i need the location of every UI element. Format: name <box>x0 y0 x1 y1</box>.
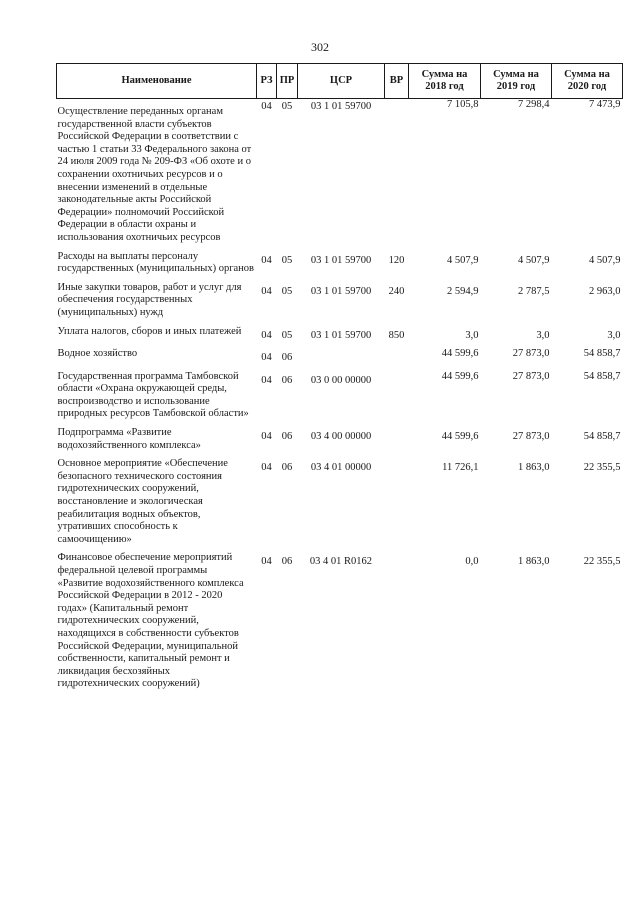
row-csr <box>298 348 385 371</box>
row-sum-2018: 44 599,6 <box>441 348 479 360</box>
row-sum-2019: 1 863,0 <box>518 556 550 568</box>
row-name: Уплата налогов, сборов и иных платежей <box>57 325 242 337</box>
row-csr: 03 1 01 59700 <box>310 285 372 297</box>
row-sum-2020: 22 355,5 <box>583 462 621 474</box>
row-vr <box>385 552 409 697</box>
row-name: Осуществление переданных органам государственной власти субъектов Российской Федерации в соответствии с частью 1 статьи 33 Федерального закона от 24 июля 2009 года № 209-ФЗ «Об охоте и о сохранении охотничьих ресурсов и о внесении изменений в отдельные законодательные акты Российской Федерации» полномочий Российской Федерации в области охраны и использования охотничьих ресурсов <box>57 106 252 243</box>
header-name: Наименование <box>57 64 257 99</box>
table-row <box>57 427 623 458</box>
page-number: 302 <box>311 40 329 54</box>
row-pr: 05 <box>281 254 293 266</box>
row-sum-2019: 27 873,0 <box>512 348 550 360</box>
row-csr: 03 1 01 59700 <box>310 101 372 112</box>
header-sum-2018: Сумма на 2018 год <box>409 64 481 99</box>
row-pr: 06 <box>281 352 293 364</box>
row-sum-2018: 4 507,9 <box>447 254 479 266</box>
row-csr: 03 4 01 00000 <box>310 462 372 474</box>
table-row <box>57 458 623 552</box>
row-vr <box>385 371 409 427</box>
row-rz: 04 <box>261 556 272 568</box>
row-csr: 03 4 01 R0162 <box>309 556 373 568</box>
row-sum-2018: 2 594,9 <box>447 285 479 297</box>
row-sum-2020: 3,0 <box>607 329 621 341</box>
row-rz: 04 <box>261 254 272 266</box>
row-pr: 05 <box>281 285 293 297</box>
row-sum-2020: 54 858,7 <box>583 348 621 360</box>
row-pr: 06 <box>281 462 293 474</box>
header-pr: ПР <box>277 64 298 99</box>
row-name: Финансовое обеспечение мероприятий федеральной целевой программы «Развитие водохозяйственного комплекса Российской Федерации в 2012 - 2020 годах» (Капитальный ремонт гидротехнических сооружений, находящихся в собственности субъектов Российской Федерации, муниципальной собственности, капитальный ремонт и ликвидация бесхозяйных гидротехнических сооружений) <box>57 552 244 690</box>
header-csr: ЦСР <box>298 64 385 99</box>
row-vr: 850 <box>388 329 405 341</box>
row-rz: 04 <box>261 352 272 364</box>
table-row <box>57 552 623 697</box>
row-vr <box>385 458 409 552</box>
row-name: Иные закупки товаров, работ и услуг для обеспечения государственных (муниципальных) нужд <box>57 281 242 318</box>
table-row <box>57 282 623 326</box>
row-name: Основное мероприятие «Обеспечение безопасного технического состояния гидротехнических сооружений, восстановление и экологическая реабилитация водных объектов, утративших способность к самоочищению» <box>57 458 228 545</box>
header-rz: РЗ <box>257 64 277 99</box>
row-rz: 04 <box>261 101 272 112</box>
header-sum-2019: Сумма на 2019 год <box>481 64 552 99</box>
row-sum-2019: 27 873,0 <box>512 431 550 443</box>
row-pr: 05 <box>281 101 293 112</box>
table-header-row <box>57 64 623 99</box>
row-sum-2019: 7 298,4 <box>518 99 550 110</box>
row-csr: 03 0 00 00000 <box>310 374 372 386</box>
table-row <box>57 326 623 349</box>
table-row <box>57 348 623 371</box>
row-sum-2019: 2 787,5 <box>518 285 550 297</box>
row-csr: 03 1 01 59700 <box>310 254 372 266</box>
row-name: Подпрограмма «Развитие водохозяйственного комплекса» <box>57 427 201 451</box>
row-pr: 05 <box>281 329 293 341</box>
row-sum-2020: 4 507,9 <box>589 254 621 266</box>
row-rz: 04 <box>261 374 272 386</box>
table-row <box>57 99 623 251</box>
row-pr: 06 <box>281 431 293 443</box>
row-rz: 04 <box>261 431 272 443</box>
row-sum-2018: 3,0 <box>465 329 479 341</box>
row-sum-2020: 2 963,0 <box>589 285 621 297</box>
row-sum-2018: 44 599,6 <box>441 431 479 443</box>
row-sum-2019: 27 873,0 <box>512 370 550 382</box>
row-name: Государственная программа Тамбовской области «Охрана окружающей среды, воспроизводство и использование природных ресурсов Тамбовской области» <box>57 370 249 420</box>
row-pr: 06 <box>281 556 293 568</box>
table-row <box>57 371 623 427</box>
row-sum-2019: 3,0 <box>536 329 550 341</box>
row-vr: 240 <box>388 285 405 297</box>
budget-table <box>56 63 623 697</box>
row-sum-2019: 4 507,9 <box>518 254 550 266</box>
row-sum-2018: 44 599,6 <box>441 370 479 382</box>
row-sum-2020: 7 473,9 <box>589 99 621 110</box>
row-name: Водное хозяйство <box>57 348 138 360</box>
row-vr: 120 <box>388 254 405 266</box>
row-sum-2020: 22 355,5 <box>583 556 621 568</box>
header-sum-2020: Сумма на 2020 год <box>552 64 623 99</box>
row-sum-2020: 54 858,7 <box>583 431 621 443</box>
row-vr <box>385 348 409 371</box>
row-sum-2019: 1 863,0 <box>518 462 550 474</box>
row-sum-2018: 11 726,1 <box>442 462 479 474</box>
row-rz: 04 <box>261 285 272 297</box>
row-csr: 03 1 01 59700 <box>310 329 372 341</box>
row-csr: 03 4 00 00000 <box>310 431 372 443</box>
row-sum-2020: 54 858,7 <box>583 370 621 382</box>
row-sum-2018: 0,0 <box>465 556 479 568</box>
table-row <box>57 251 623 282</box>
row-rz: 04 <box>261 329 272 341</box>
row-vr <box>385 99 409 251</box>
row-pr: 06 <box>281 374 293 386</box>
row-rz: 04 <box>261 462 272 474</box>
row-vr <box>385 427 409 458</box>
row-name: Расходы на выплаты персоналу государственных (муниципальных) органов <box>57 250 255 275</box>
header-vr: ВР <box>385 64 409 99</box>
row-sum-2018: 7 105,8 <box>447 99 479 110</box>
